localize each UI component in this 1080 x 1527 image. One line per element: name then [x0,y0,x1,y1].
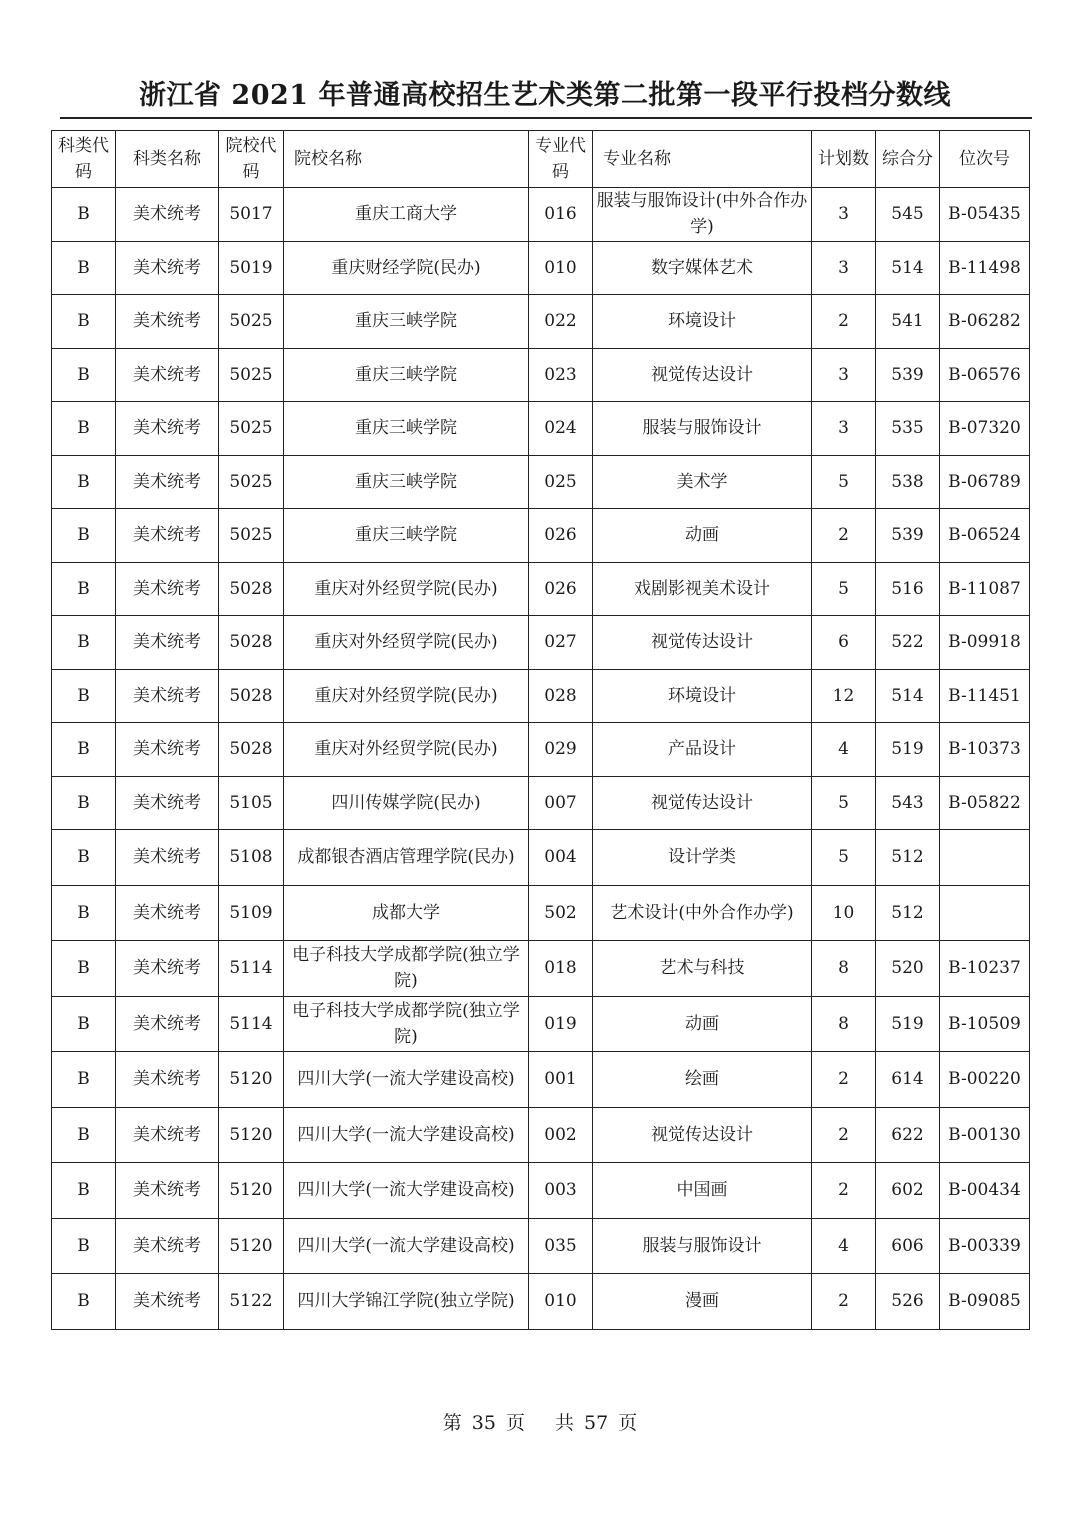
header-subject-name: 科类名称 [116,131,219,188]
cell-subject-name: 美术统考 [116,885,219,941]
cell-plan: 4 [812,1218,876,1274]
cell-score: 514 [876,241,940,295]
cell-subject-name: 美术统考 [116,455,219,509]
cell-subject-code: B [52,1163,116,1219]
page-title: 浙江省 2021 年普通高校招生艺术类第二批第一段平行投档分数线 [139,80,951,111]
cell-subject-name: 美术统考 [116,509,219,563]
cell-major-name: 服装与服饰设计 [593,1218,812,1274]
cell-subject-name: 美术统考 [116,188,219,242]
cell-major-name: 戏剧影视美术设计 [593,562,812,616]
table-row [52,1163,1030,1219]
cell-score: 602 [876,1163,940,1219]
cell-major-name: 视觉传达设计 [593,776,812,830]
cell-subject-name: 美术统考 [116,1107,219,1163]
cell-score: 519 [876,996,940,1052]
cell-score: 526 [876,1274,940,1330]
table-row [52,723,1030,777]
cell-school-code: 5028 [219,616,284,670]
cell-subject-code: B [52,295,116,349]
cell-major-code: 016 [529,188,593,242]
cell-score: 514 [876,669,940,723]
table-row [52,455,1030,509]
cell-subject-code: B [52,1107,116,1163]
cell-subject-code: B [52,455,116,509]
cell-school-code: 5019 [219,241,284,295]
cell-school-name: 重庆对外经贸学院(民办) [284,723,529,777]
cell-plan: 8 [812,996,876,1052]
cell-major-code: 019 [529,996,593,1052]
cell-major-name: 产品设计 [593,723,812,777]
table-row [52,1218,1030,1274]
cell-school-code: 5017 [219,188,284,242]
header-subject-code: 科类代码 [52,131,116,188]
cell-subject-name: 美术统考 [116,1163,219,1219]
cell-subject-code: B [52,1274,116,1330]
cell-subject-name: 美术统考 [116,776,219,830]
cell-rank [940,830,1030,886]
cell-subject-code: B [52,885,116,941]
cell-school-name: 重庆工商大学 [284,188,529,242]
cell-subject-code: B [52,996,116,1052]
cell-major-name: 数字媒体艺术 [593,241,812,295]
cell-subject-name: 美术统考 [116,941,219,997]
cell-plan: 5 [812,776,876,830]
cell-plan: 5 [812,830,876,886]
cell-score: 539 [876,348,940,402]
cell-major-code: 028 [529,669,593,723]
cell-major-code: 003 [529,1163,593,1219]
table-body [52,188,1030,1330]
cell-rank: B-07320 [940,402,1030,456]
cell-major-code: 027 [529,616,593,670]
cell-plan: 3 [812,348,876,402]
cell-score: 512 [876,885,940,941]
cell-school-name: 成都大学 [284,885,529,941]
cell-subject-code: B [52,723,116,777]
cell-major-name: 服装与服饰设计 [593,402,812,456]
cell-school-name: 重庆对外经贸学院(民办) [284,562,529,616]
header-major-name: 专业名称 [593,131,812,188]
cell-major-code: 025 [529,455,593,509]
cell-plan: 3 [812,241,876,295]
table-row [52,562,1030,616]
cell-plan: 4 [812,723,876,777]
cell-school-code: 5025 [219,348,284,402]
cell-rank: B-09918 [940,616,1030,670]
table-row [52,941,1030,997]
cell-score: 516 [876,562,940,616]
cell-school-name: 重庆三峡学院 [284,402,529,456]
cell-plan: 2 [812,1163,876,1219]
cell-school-code: 5114 [219,996,284,1052]
page-footer [0,1408,1080,1435]
cell-school-name: 重庆财经学院(民办) [284,241,529,295]
cell-major-code: 026 [529,562,593,616]
table-row [52,616,1030,670]
cell-school-name: 重庆三峡学院 [284,295,529,349]
table-row [52,348,1030,402]
cell-school-code: 5028 [219,562,284,616]
cell-rank [940,885,1030,941]
cell-school-code: 5120 [219,1052,284,1108]
cell-school-code: 5114 [219,941,284,997]
cell-school-name: 四川大学(一流大学建设高校) [284,1107,529,1163]
cell-school-code: 5025 [219,509,284,563]
cell-major-code: 004 [529,830,593,886]
table-row [52,402,1030,456]
cell-plan: 5 [812,562,876,616]
cell-major-name: 视觉传达设计 [593,1107,812,1163]
cell-school-code: 5105 [219,776,284,830]
cell-subject-code: B [52,941,116,997]
cell-rank: B-11087 [940,562,1030,616]
cell-plan: 10 [812,885,876,941]
header-school-name: 院校名称 [284,131,529,188]
cell-subject-name: 美术统考 [116,1052,219,1108]
cell-plan: 2 [812,509,876,563]
page-number: 第 35 页 [442,1412,525,1434]
cell-major-name: 服装与服饰设计(中外合作办学) [593,188,812,242]
cell-major-name: 中国画 [593,1163,812,1219]
cell-plan: 2 [812,295,876,349]
cell-major-name: 视觉传达设计 [593,616,812,670]
cell-school-name: 四川传媒学院(民办) [284,776,529,830]
cell-school-code: 5109 [219,885,284,941]
cell-plan: 3 [812,402,876,456]
cell-score: 522 [876,616,940,670]
cell-school-code: 5028 [219,669,284,723]
cell-score: 520 [876,941,940,997]
cell-score: 543 [876,776,940,830]
cell-major-name: 艺术与科技 [593,941,812,997]
table-row [52,776,1030,830]
cell-subject-name: 美术统考 [116,1218,219,1274]
cell-rank: B-06789 [940,455,1030,509]
table-row [52,1274,1030,1330]
cell-subject-code: B [52,830,116,886]
cell-rank: B-05435 [940,188,1030,242]
cell-subject-code: B [52,188,116,242]
cell-rank: B-11451 [940,669,1030,723]
cell-score: 545 [876,188,940,242]
cell-school-name: 重庆三峡学院 [284,348,529,402]
cell-subject-name: 美术统考 [116,669,219,723]
header-school-code: 院校代码 [219,131,284,188]
cell-major-name: 动画 [593,996,812,1052]
cell-major-code: 010 [529,1274,593,1330]
cell-subject-code: B [52,402,116,456]
cell-school-code: 5028 [219,723,284,777]
cell-school-name: 重庆对外经贸学院(民办) [284,616,529,670]
cell-subject-code: B [52,509,116,563]
cell-score: 606 [876,1218,940,1274]
cell-subject-code: B [52,562,116,616]
cell-school-code: 5025 [219,402,284,456]
table-row [52,885,1030,941]
cell-major-name: 视觉传达设计 [593,348,812,402]
cell-major-code: 010 [529,241,593,295]
cell-score: 541 [876,295,940,349]
cell-plan: 12 [812,669,876,723]
table-row [52,509,1030,563]
cell-rank: B-11498 [940,241,1030,295]
cell-rank: B-05822 [940,776,1030,830]
cell-school-name: 重庆三峡学院 [284,509,529,563]
cell-school-name: 重庆三峡学院 [284,455,529,509]
cell-school-name: 四川大学(一流大学建设高校) [284,1052,529,1108]
cell-score: 535 [876,402,940,456]
cell-school-code: 5120 [219,1218,284,1274]
table-header-row [52,131,1030,188]
cell-score: 519 [876,723,940,777]
cell-plan: 2 [812,1274,876,1330]
cell-rank: B-10237 [940,941,1030,997]
cell-school-code: 5120 [219,1107,284,1163]
cell-subject-name: 美术统考 [116,295,219,349]
cell-plan: 6 [812,616,876,670]
cell-plan: 8 [812,941,876,997]
header-major-code: 专业代码 [529,131,593,188]
cell-major-code: 502 [529,885,593,941]
cell-school-code: 5108 [219,830,284,886]
cell-subject-name: 美术统考 [116,241,219,295]
cell-major-code: 002 [529,1107,593,1163]
cell-major-code: 022 [529,295,593,349]
cell-subject-name: 美术统考 [116,562,219,616]
cell-subject-code: B [52,348,116,402]
cell-major-code: 018 [529,941,593,997]
page-total: 共 57 页 [555,1412,638,1434]
cell-major-name: 设计学类 [593,830,812,886]
cell-major-code: 001 [529,1052,593,1108]
cell-rank: B-00434 [940,1163,1030,1219]
cell-rank: B-09085 [940,1274,1030,1330]
cell-rank: B-00220 [940,1052,1030,1108]
cell-subject-name: 美术统考 [116,723,219,777]
cell-major-name: 美术学 [593,455,812,509]
cell-plan: 3 [812,188,876,242]
cell-plan: 2 [812,1052,876,1108]
cell-school-name: 成都银杏酒店管理学院(民办) [284,830,529,886]
cell-major-name: 环境设计 [593,669,812,723]
cell-school-name: 四川大学锦江学院(独立学院) [284,1274,529,1330]
cell-major-name: 绘画 [593,1052,812,1108]
cell-rank: B-00339 [940,1218,1030,1274]
cell-school-code: 5120 [219,1163,284,1219]
table-row [52,830,1030,886]
table-row [52,241,1030,295]
cell-major-code: 024 [529,402,593,456]
title-underline [60,117,1032,119]
cell-school-name: 四川大学(一流大学建设高校) [284,1163,529,1219]
cell-major-name: 漫画 [593,1274,812,1330]
cell-rank: B-00130 [940,1107,1030,1163]
cell-subject-code: B [52,669,116,723]
table-row [52,996,1030,1052]
cell-school-code: 5025 [219,455,284,509]
cell-subject-name: 美术统考 [116,348,219,402]
cell-subject-code: B [52,776,116,830]
cell-subject-code: B [52,616,116,670]
cell-major-code: 035 [529,1218,593,1274]
cell-school-name: 四川大学(一流大学建设高校) [284,1218,529,1274]
cell-major-name: 环境设计 [593,295,812,349]
cell-subject-code: B [52,1218,116,1274]
cell-subject-name: 美术统考 [116,616,219,670]
cell-score: 539 [876,509,940,563]
cell-major-code: 023 [529,348,593,402]
header-plan: 计划数 [812,131,876,188]
table-row [52,188,1030,242]
cell-subject-code: B [52,241,116,295]
cell-major-code: 007 [529,776,593,830]
cell-rank: B-06524 [940,509,1030,563]
cell-score: 614 [876,1052,940,1108]
header-rank: 位次号 [940,131,1030,188]
table-row [52,1107,1030,1163]
cell-school-name: 电子科技大学成都学院(独立学院) [284,941,529,997]
cell-major-code: 029 [529,723,593,777]
cell-rank: B-06282 [940,295,1030,349]
cell-major-name: 动画 [593,509,812,563]
admission-score-table [51,130,1030,1330]
cell-rank: B-10373 [940,723,1030,777]
cell-plan: 5 [812,455,876,509]
cell-rank: B-10509 [940,996,1030,1052]
cell-plan: 2 [812,1107,876,1163]
header-score: 综合分 [876,131,940,188]
cell-subject-name: 美术统考 [116,830,219,886]
table-row [52,295,1030,349]
cell-subject-code: B [52,1052,116,1108]
cell-major-code: 026 [529,509,593,563]
cell-subject-name: 美术统考 [116,1274,219,1330]
cell-score: 512 [876,830,940,886]
table-row [52,1052,1030,1108]
cell-school-name: 重庆对外经贸学院(民办) [284,669,529,723]
cell-school-code: 5122 [219,1274,284,1330]
cell-subject-name: 美术统考 [116,996,219,1052]
cell-major-name: 艺术设计(中外合作办学) [593,885,812,941]
cell-school-name: 电子科技大学成都学院(独立学院) [284,996,529,1052]
cell-subject-name: 美术统考 [116,402,219,456]
cell-score: 538 [876,455,940,509]
cell-rank: B-06576 [940,348,1030,402]
cell-school-code: 5025 [219,295,284,349]
cell-score: 622 [876,1107,940,1163]
table-row [52,669,1030,723]
